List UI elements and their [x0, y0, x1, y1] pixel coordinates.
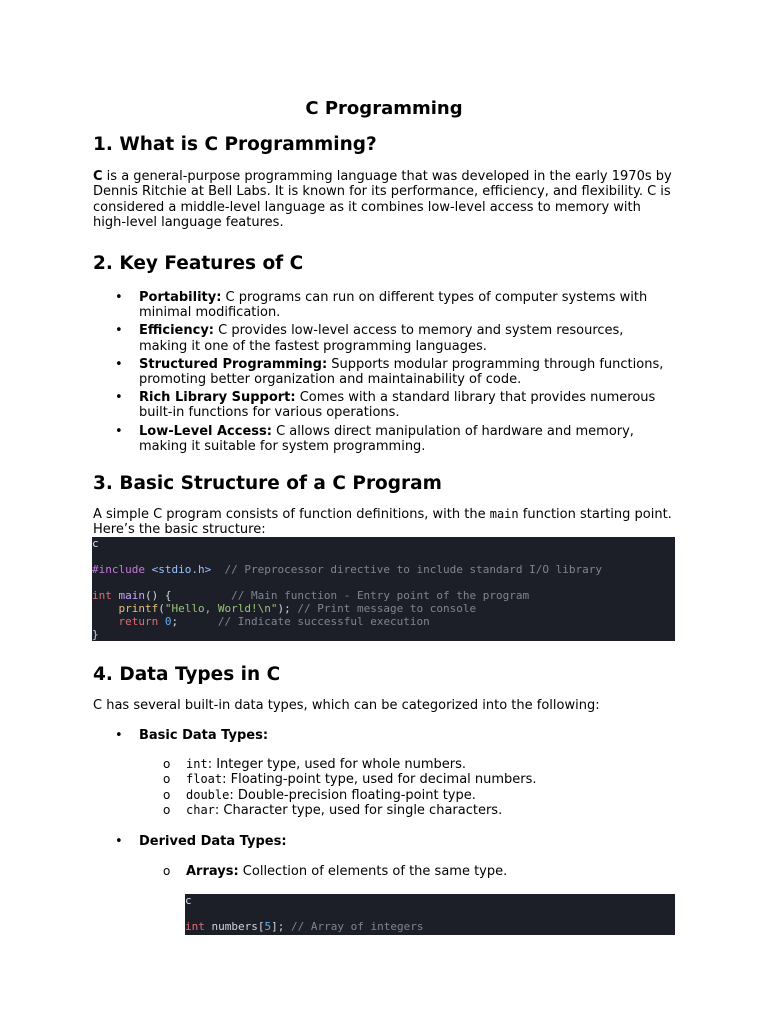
section-3-heading: 3. Basic Structure of a C Program	[93, 473, 442, 494]
code-string: "Hello, World!\n"	[164, 602, 278, 615]
derived-types-list	[163, 864, 683, 879]
feature-text: Comes with a standard library that provides numerous built-in functions for various operations.	[139, 390, 656, 421]
basic-types-list	[163, 757, 683, 819]
feature-term: Structured Programming:	[139, 356, 328, 372]
inline-code: char	[186, 803, 215, 818]
section-2-heading: 2. Key Features of C	[93, 253, 304, 274]
code-token: }	[92, 628, 99, 641]
code-block-basic-structure: c #include <stdio.h> // Preprocessor directive to include standard I/O library int main() { // Main function - Entry point of the program printf("Hello, World!\n"); // Print message to console return 0; // Indicate successful execution }	[92, 537, 675, 641]
list-item	[163, 864, 683, 879]
derived-types-bullet	[115, 834, 675, 849]
code-block-array	[185, 894, 675, 935]
list-item	[115, 834, 675, 849]
basic-types-label: Basic Data Types:	[139, 728, 269, 743]
key-features-list	[115, 290, 675, 454]
feature-term: Low-Level Access:	[139, 423, 272, 439]
feature-text: C programs can run on different types of computer systems with minimal modification.	[139, 290, 648, 321]
section-3-text-b: function starting point. Here’s the basic structure:	[93, 507, 672, 538]
list-item	[115, 323, 675, 353]
code-lang-label: c	[185, 894, 192, 907]
list-item	[163, 788, 683, 803]
section-1-heading: 1. What is C Programming?	[93, 134, 377, 155]
basic-types-bullet	[115, 728, 675, 743]
code-comment: // Array of integers	[290, 920, 424, 933]
type-text: : Floating-point type, used for decimal numbers.	[222, 772, 537, 788]
feature-term: Efficiency:	[139, 323, 214, 339]
code-lang-label: c	[92, 537, 99, 550]
derived-term: Arrays:	[186, 864, 239, 879]
feature-text: Supports modular programming through functions, promoting better organization and maintainability of code.	[139, 356, 664, 388]
code-comment: // Main function - Entry point of the program	[231, 589, 530, 602]
inline-code-main: main	[489, 507, 519, 521]
code-number: 0	[164, 615, 172, 628]
inline-code: int	[186, 757, 208, 771]
feature-term: Rich Library Support:	[139, 390, 296, 406]
list-item	[115, 390, 675, 420]
list-item	[115, 357, 675, 387]
code-token: () {	[145, 589, 172, 602]
type-text: : Double-precision floating-point type.	[229, 787, 476, 803]
c-bold-term: C	[93, 169, 103, 184]
derived-types-label: Derived Data Types:	[139, 834, 287, 849]
list-item	[163, 757, 683, 772]
feature-term: Portability:	[139, 290, 222, 305]
list-item	[115, 290, 675, 320]
type-text: : Integer type, used for whole numbers.	[207, 757, 467, 772]
document-title: C Programming	[305, 98, 463, 119]
code-token: ];	[271, 920, 285, 933]
derived-text: Collection of elements of the same type.	[238, 864, 508, 879]
section-3-text-a: A simple C program consists of function definitions, with the	[93, 507, 490, 522]
type-text: : Character type, used for single characters.	[214, 803, 503, 819]
code-comment: // Print message to console	[297, 602, 477, 615]
feature-text: C allows direct manipulation of hardware and memory, making it suitable for system programming.	[139, 423, 634, 454]
code-token: <stdio.h>	[151, 563, 212, 576]
section-3-paragraph	[93, 507, 678, 538]
inline-code: float	[186, 772, 223, 787]
feature-text: C provides low-level access to memory and system resources, making it one of the fastest programming languages.	[139, 323, 624, 354]
list-item	[115, 424, 675, 454]
code-comment: // Indicate successful execution	[217, 615, 430, 628]
code-token: #include	[92, 563, 145, 576]
section-1-paragraph	[93, 169, 678, 230]
code-comment: // Preprocessor directive to include standard I/O library	[224, 563, 602, 576]
section-4-intro: C has several built-in data types, which can be categorized into the following:	[93, 698, 600, 713]
list-item	[163, 803, 683, 818]
code-number: 5	[264, 920, 272, 933]
list-item	[163, 772, 683, 787]
code-token: numbers[	[211, 920, 265, 933]
code-token: int	[92, 589, 112, 602]
code-token: printf	[118, 602, 159, 615]
section-1-text: is a general-purpose programming language that was developed in the early 1970s by Dennis Ritchie at Bell Labs. It is known for its performance, efficiency, and flexibility. C is considered a middle-level language as it combines low-level access to memory with high-level language features.	[93, 169, 672, 230]
section-4-heading: 4. Data Types in C	[93, 664, 281, 685]
code-token: return	[118, 615, 159, 628]
list-item	[115, 728, 675, 743]
code-token: int	[185, 920, 205, 933]
code-token: main	[118, 589, 145, 602]
inline-code: double	[186, 787, 230, 802]
